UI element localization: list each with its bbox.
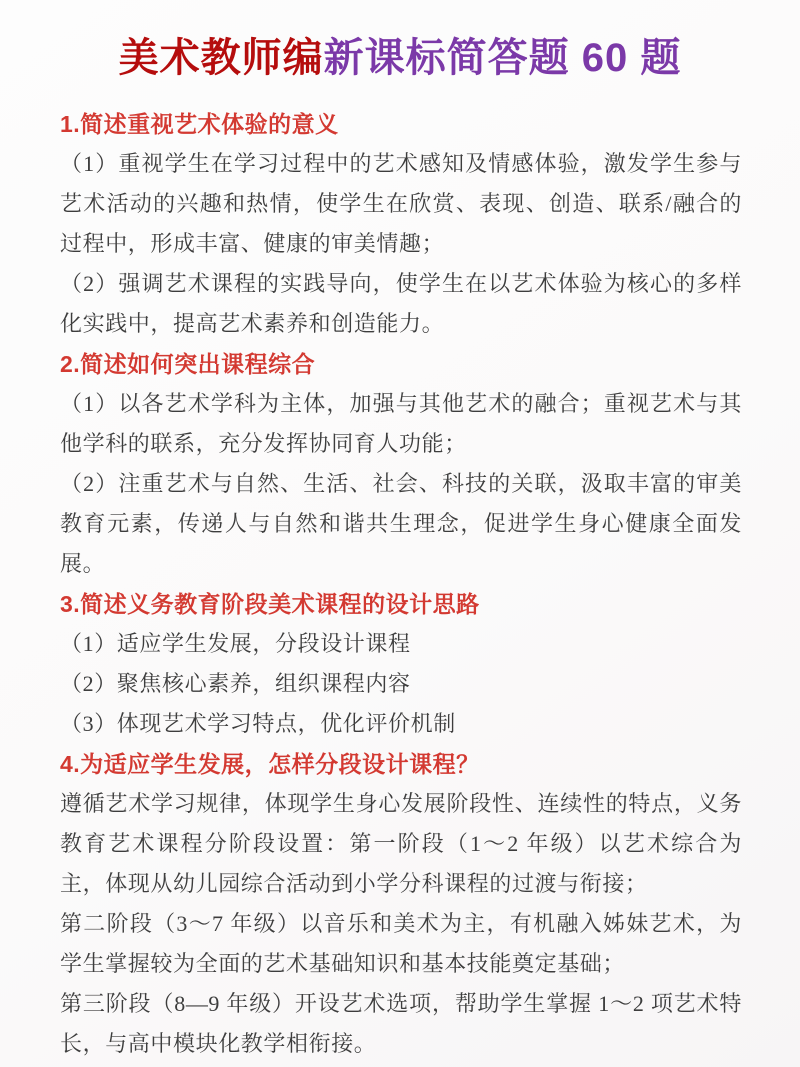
title-purple-segment: 新课标简答题 60 题 bbox=[323, 36, 682, 80]
question-4-answer-paragraph: 第二阶段（3～7 年级）以音乐和美术为主，有机融入姊妹艺术，为学生掌握较为全面的艺术基础知识和基本技能奠定基础； bbox=[60, 911, 742, 976]
question-3-answer-paragraph: （1）适应学生发展，分段设计课程 bbox=[60, 631, 411, 656]
question-3-answer-paragraph: （2）聚焦核心素养，组织课程内容 bbox=[60, 671, 411, 696]
section-question-4 bbox=[60, 744, 742, 1064]
question-4-answer-paragraph: 遵循艺术学习规律，体现学生身心发展阶段性、连续性的特点，义务教育艺术课程分阶段设置：第一阶段（1～2 年级）以艺术综合为主，体现从幼儿园综合活动到小学分科课程的过渡与衔接； bbox=[60, 791, 742, 896]
question-2-heading: 2.简述如何突出课程综合 bbox=[60, 351, 316, 377]
question-3-answer-paragraph: （3）体现艺术学习特点，优化评价机制 bbox=[60, 711, 456, 736]
title-red-segment: 美术教师编 bbox=[118, 36, 324, 80]
question-2-answer-paragraph: （1）以各艺术学科为主体，加强与其他艺术的融合；重视艺术与其他学科的联系，充分发挥协同育人功能； bbox=[60, 391, 742, 456]
question-1-answer-paragraph: （2）强调艺术课程的实践导向，使学生在以艺术体验为核心的多样化实践中，提高艺术素养和创造能力。 bbox=[60, 271, 742, 336]
question-4-answer-paragraph: 第三阶段（8—9 年级）开设艺术选项，帮助学生掌握 1～2 项艺术特长，与高中模块化教学相衔接。 bbox=[60, 991, 742, 1056]
section-question-1 bbox=[60, 104, 742, 344]
section-question-3 bbox=[60, 584, 742, 744]
question-4-heading: 4.为适应学生发展，怎样分段设计课程？ bbox=[60, 751, 480, 777]
page-title bbox=[0, 30, 800, 86]
question-3-heading: 3.简述义务教育阶段美术课程的设计思路 bbox=[60, 591, 480, 617]
document-body bbox=[60, 104, 742, 1064]
question-1-heading: 1.简述重视艺术体验的意义 bbox=[60, 111, 339, 137]
question-1-answer-paragraph: （1）重视学生在学习过程中的艺术感知及情感体验，激发学生参与艺术活动的兴趣和热情，使学生在欣赏、表现、创造、联系/融合的过程中，形成丰富、健康的审美情趣； bbox=[60, 151, 742, 256]
section-question-2 bbox=[60, 344, 742, 584]
question-2-answer-paragraph: （2）注重艺术与自然、生活、社会、科技的关联，汲取丰富的审美教育元素，传递人与自然和谐共生理念，促进学生身心健康全面发展。 bbox=[60, 471, 742, 576]
